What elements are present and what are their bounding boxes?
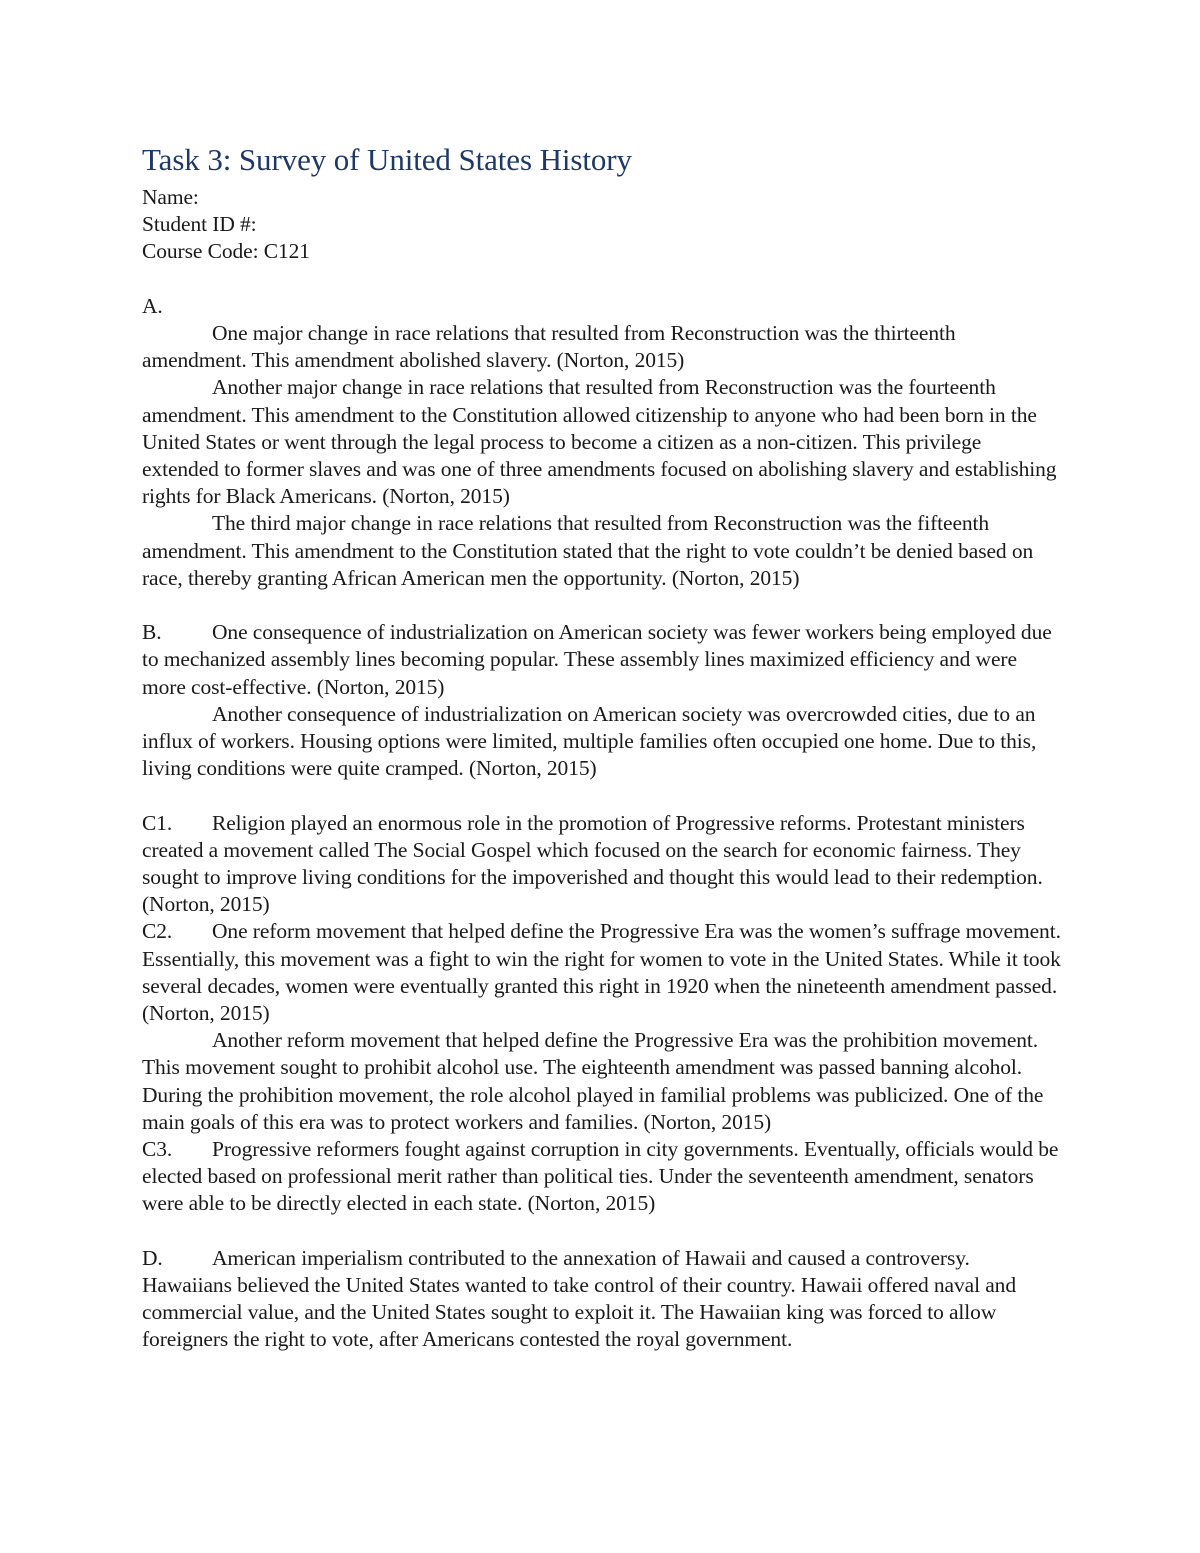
spacer xyxy=(142,592,1062,619)
name-field-label: Name: xyxy=(142,185,199,209)
spacer xyxy=(142,782,1062,809)
section-d-paragraph-1 xyxy=(142,1245,1062,1354)
section-c1-label: C1. xyxy=(142,810,173,835)
document-body xyxy=(142,140,1062,1354)
section-c2-label: C2. xyxy=(142,919,173,944)
student-id-label: Student ID #: xyxy=(142,212,257,237)
course-code: Course Code: C121 xyxy=(142,239,310,264)
section-b-paragraph-2: Another consequence of industrialization on American society was overcrowded cities, due to an influx of workers. Housing options were limited, multiple families often occupied one home. Due to this, living conditions were quite cramped. (Norton, 2015) xyxy=(142,701,1037,781)
section-c3-text-1: Progressive reformers fought against corruption in city governments. Eventually, officials would be elected based on professional merit rather than political ties. Under the seventeenth amendment, senators were able to be directly elected in each state. (Norton, 2015) xyxy=(142,1137,1059,1216)
section-a-paragraph-2: Another major change in race relations that resulted from Reconstruction was the fourteenth amendment. This amendment to the Constitution allowed citizenship to anyone who had been born in the United States or went through the legal process to become a citizen as a non-citizen. This privilege extended to former slaves and was one of three amendments focused on abolishing slavery and establishing rights for Black Americans. (Norton, 2015) xyxy=(142,375,1057,509)
section-c3-label: C3. xyxy=(142,1137,173,1162)
section-c1-paragraph-1 xyxy=(142,810,1062,919)
section-c2-text-1: One reform movement that helped define the Progressive Era was the women’s suffrage movement. Essentially, this movement was a fight to win the right for women to vote in the United States. While it took several decades, women were eventually granted this right in 1920 when the nineteenth amendment passed. (Norton, 2015) xyxy=(142,919,1061,1026)
section-c3-paragraph-1 xyxy=(142,1136,1062,1218)
section-b-label: B. xyxy=(142,620,162,645)
section-a-label: A. xyxy=(142,293,163,318)
section-c1-text-1: Religion played an enormous role in the promotion of Progressive reforms. Protestant ministers created a movement called The Social Gospel which focused on the search for economic fairness. They sought to improve living conditions for the impoverished and thought this would lead to their redemption. (Norton, 2015) xyxy=(142,810,1043,917)
section-a-paragraph-1: One major change in race relations that resulted from Reconstruction was the thirteenth amendment. This amendment abolished slavery. (Norton, 2015) xyxy=(142,321,956,373)
section-a-paragraph-3: The third major change in race relations that resulted from Reconstruction was the fifteenth amendment. This amendment to the Constitution stated that the right to vote couldn’t be denied based on race, thereby granting African American men the opportunity. (Norton, 2015) xyxy=(142,511,1034,590)
spacer xyxy=(142,1218,1062,1245)
section-c2-paragraph-2: Another reform movement that helped define the Progressive Era was the prohibition movement. This movement sought to prohibit alcohol use. The eighteenth amendment was passed banning alcohol. During the prohibition movement, the role alcohol played in familial problems was publicized. One of the main goals of this era was to protect workers and families. (Norton, 2015) xyxy=(142,1028,1044,1134)
section-d-text-1: American imperialism contributed to the annexation of Hawaii and caused a controversy. Hawaiians believed the United States wanted to take control of their country. Hawaii offered naval and commercial value, and the United States sought to exploit it. The Hawaiian king was forced to allow foreigners the right to vote, after Americans contested the royal government. xyxy=(142,1245,1016,1352)
section-b-paragraph-1 xyxy=(142,619,1062,701)
spacer xyxy=(142,266,1062,293)
section-b-text-1: One consequence of industrialization on American society was fewer workers being employed due to mechanized assembly lines becoming popular. These assembly lines maximized efficiency and were more cost-effective. (Norton, 2015) xyxy=(142,620,1052,699)
section-c2-paragraph-1 xyxy=(142,918,1062,1027)
section-d-label: D. xyxy=(142,1245,163,1270)
document-title: Task 3: Survey of United States History xyxy=(142,142,632,177)
